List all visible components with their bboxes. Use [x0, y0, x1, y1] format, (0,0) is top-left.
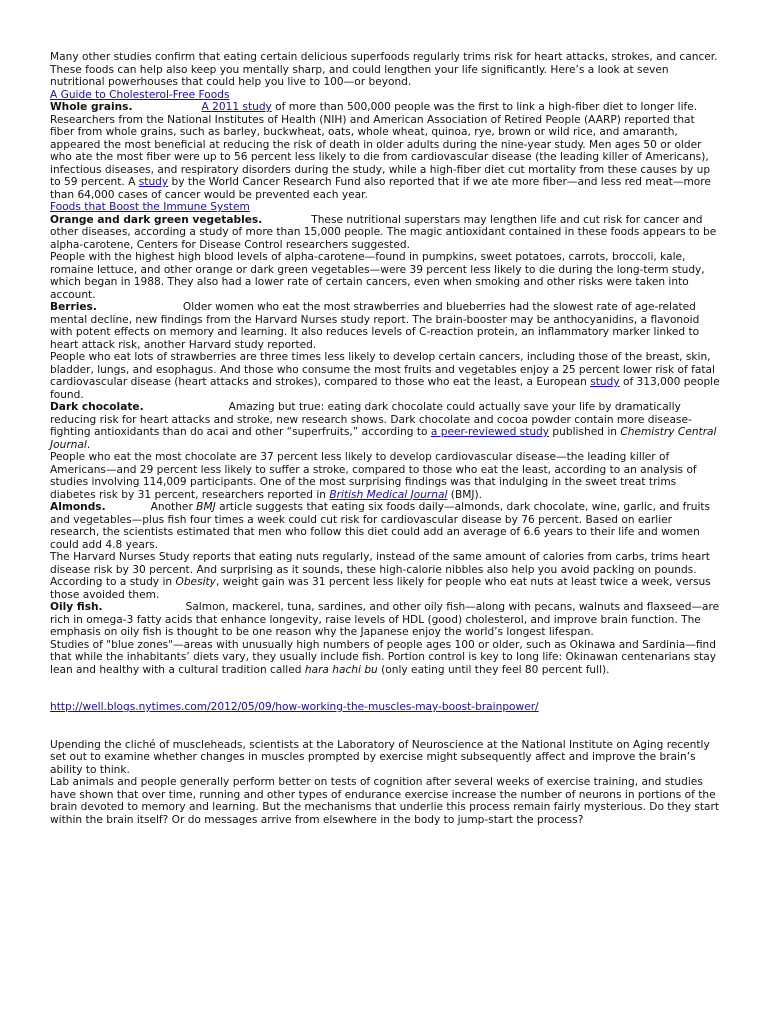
- almonds-text-2b: , weight gain was 31 percent less likely for people who eat nuts at least twice a week, versus those avoided them.: [50, 576, 711, 601]
- section-spacer: [50, 676, 722, 701]
- document-page: [50, 51, 722, 826]
- journal-name: Chemistry Central Journal: [50, 426, 717, 451]
- immune-foods-link[interactable]: Foods that Boost the Immune System: [50, 201, 250, 213]
- nuts-paragraph: [50, 551, 722, 601]
- berries-text-2b: of 313,000 people found.: [50, 376, 720, 401]
- oily-fish-paragraph: [50, 601, 722, 639]
- oily-fish-heading: Oily fish.: [50, 601, 103, 613]
- almonds-text-1b: article suggests that eating six foods daily—almonds, dark chocolate, wine, garlic, and fruits and vegetables—plus fish four times a week could cut risk for cardiovascular disease by 76 percent. Based on earlier research, the scientists estimated that men who follow this diet could add an average of 6.6 years to their life and women could add 4.8 years.: [50, 501, 711, 551]
- chocolate-text-1c: .: [86, 438, 91, 451]
- almonds-text-2a: The Harvard Nurses Study reports that eating nuts regularly, instead of the same amount of calories from carbs, trims heart disease risk by 30 percent. And surprising as it sounds, these high-calorie nibbles also help you avoid packing on pounds. According to a study in: [50, 551, 710, 588]
- chocolate-paragraph: [50, 401, 722, 451]
- article-paragraph-1: Upending the cliché of muscleheads, scientists at the Laboratory of Neuroscience at the National Institute on Aging recently set out to examine whether changes in muscles prompted by exercise might subsequently affect and improve the brain’s ability to think.: [50, 738, 710, 776]
- whole-grains-text-1: of more than 500,000 people was the first to link a high-fiber diet to longer life. Researchers from the National Institutes of Health (NIH) and American Association of Retired People (AARP) reported that fiber from whole grains, such as barley, buckwheat, oats, whole wheat, quinoa, rye, brown or wild rice, and amaranth, appeared the most beneficial at reducing the risk of death in older adults during the nine-year study. Men ages 50 or older who ate the most fiber were up to 56 percent less likely to die from cardiovascular disease (the leading killer of Americans), infectious diseases, and respiratory disorders during the study, while a high-fiber diet cut mortality from these causes by up to 59 percent. A: [50, 101, 711, 188]
- berries-heading: Berries.: [50, 301, 97, 313]
- obesity-journal: Obesity: [175, 576, 216, 588]
- chocolate-heading: Dark chocolate.: [50, 401, 144, 413]
- chocolate-text-2a: People who eat the most chocolate are 37 percent less likely to develop cardiovascular disease—the leading killer of Americans—and 29 percent less likely to suffer a stroke, compared to those who eat the least, according to an analysis of studies involving 114,009 participants. One of the most surprising findings was that indulging in the sweet treat trims diabetes risk by 31 percent, researchers reported in: [50, 451, 697, 501]
- chocolate-text-1a: Amazing but true: eating dark chocolate could actually save your life by dramatically reducing risk for heart attacks and stroke, new research shows. Dark chocolate and cocoa powder contain more disease-fighting antioxidants than do acai and other “superfruits,” according to: [50, 401, 692, 438]
- blue-zones-text-a: Studies of "blue zones"—areas with unusually high numbers of people ages 100 or older, such as Okinawa and Sardinia—find that while the inhabitants’ diets vary, they usually include fish. Portion control is key to long life: Okinawan centenarians stay lean and healthy with a cultural tradition called: [50, 638, 717, 676]
- orange-veg-heading: Orange and dark green vegetables.: [50, 213, 263, 226]
- chocolate-text-1b: published in: [549, 426, 621, 438]
- berries-text-1: Older women who eat the most strawberries and blueberries had the slowest rate of age-related mental decline, new findings from the Harvard Nurses study report. The brain-booster may be anthocyanidins, a flavonoid with potent effects on memory and learning. It also reduces levels of C-reaction protein, an inflammatory marker linked to heart attack risk, another Harvard study reported.: [50, 301, 700, 351]
- almonds-paragraph: [50, 501, 722, 551]
- wcrf-study-link[interactable]: study: [138, 176, 169, 188]
- bmj-abbrev: BMJ: [196, 501, 216, 513]
- bmj-link[interactable]: [329, 489, 447, 501]
- orange-veg-paragraph: [50, 214, 722, 252]
- whole-grains-paragraph: [50, 101, 722, 201]
- blue-zones-text-b: (only eating until they feel 80 percent full).: [377, 663, 610, 676]
- article-paragraph-2: Lab animals and people generally perform better on tests of cognition after several weeks of exercise training, and studies have shown that over time, running and other types of endurance exercise increase the number of neurons in portions of the brain devoted to memory and learning. But the mechanisms that underlie this process remain fairly mysterious. Do they start within the brain itself? Or do messages arrive from elsewhere in the body to jump-start the process?: [50, 776, 720, 826]
- section-spacer-2: [50, 714, 722, 739]
- strawberries-paragraph: [50, 351, 722, 401]
- nytimes-url-link[interactable]: http://well.blogs.nytimes.com/2012/05/09/how-working-the-muscles-may-boost-brainpower/: [50, 701, 539, 713]
- intro-paragraph: Many other studies confirm that eating certain delicious superfoods regularly trims risk for heart attacks, strokes, and cancer. These foods can help also keep you mentally sharp, and could lengthen your life significantly. Here’s a look at seven nutritional powerhouses that could help you live to 100—or beyond.: [50, 51, 718, 88]
- hara-hachi-bu: hara hachi bu: [304, 663, 378, 676]
- blue-zones-paragraph: [50, 639, 722, 677]
- european-study-link[interactable]: study: [590, 376, 620, 388]
- peer-reviewed-study-link[interactable]: a peer-reviewed study: [430, 426, 550, 438]
- berries-text-2a: People who eat lots of strawberries are three times less likely to develop certain cancers, including those of the breast, skin, bladder, lungs, and esophagus. And those who consume the most fruits and vegetables enjoy a 25 percent lower risk of fatal cardiovascular disease (heart attacks and strokes), compared to those who eat the least, a European: [50, 351, 715, 388]
- cholesterol-guide-link[interactable]: A Guide to Cholesterol-Free Foods: [50, 88, 230, 101]
- whole-grains-text-2: by the World Cancer Research Fund also reported that if we ate more fiber—and less red meat—more than 64,000 cases of cancer would be prevented each year.: [50, 176, 711, 201]
- almonds-text-1a: Another: [150, 501, 197, 513]
- bmj-link-text: British Medical Journal: [329, 488, 448, 501]
- chocolate-risk-paragraph: [50, 451, 722, 501]
- whole-grains-heading: Whole grains.: [50, 101, 133, 113]
- alpha-carotene-paragraph: People with the highest high blood levels of alpha-carotene—found in pumpkins, sweet potatoes, carrots, broccoli, kale, romaine lettuce, and other orange or dark green vegetables—were 39 percent less likely to die during the long-term study, which began in 1988. They also had a lower rate of certain cancers, even when smoking and other risks were taken into account.: [50, 251, 705, 301]
- almonds-heading: Almonds.: [50, 501, 106, 513]
- oily-fish-text-1: Salmon, mackerel, tuna, sardines, and other oily fish—along with pecans, walnuts and flaxseed—are rich in omega-3 fatty acids that enhance longevity, raise levels of HDL (good) cholesterol, and improve brain function. The emphasis on oily fish is thought to be one reason why the Japanese enjoy the world’s longest lifespan.: [50, 601, 720, 638]
- study-2011-link[interactable]: A 2011 study: [201, 101, 272, 113]
- orange-veg-text-1: These nutritional superstars may lengthen life and cut risk for cancer and other diseases, according a study of more than 15,000 people. The magic antioxidant contained in these foods appears to be alpha-carotene, Centers for Disease Control researchers suggested.: [50, 213, 717, 251]
- chocolate-text-2b: (BMJ).: [447, 488, 482, 501]
- berries-paragraph: [50, 301, 722, 351]
